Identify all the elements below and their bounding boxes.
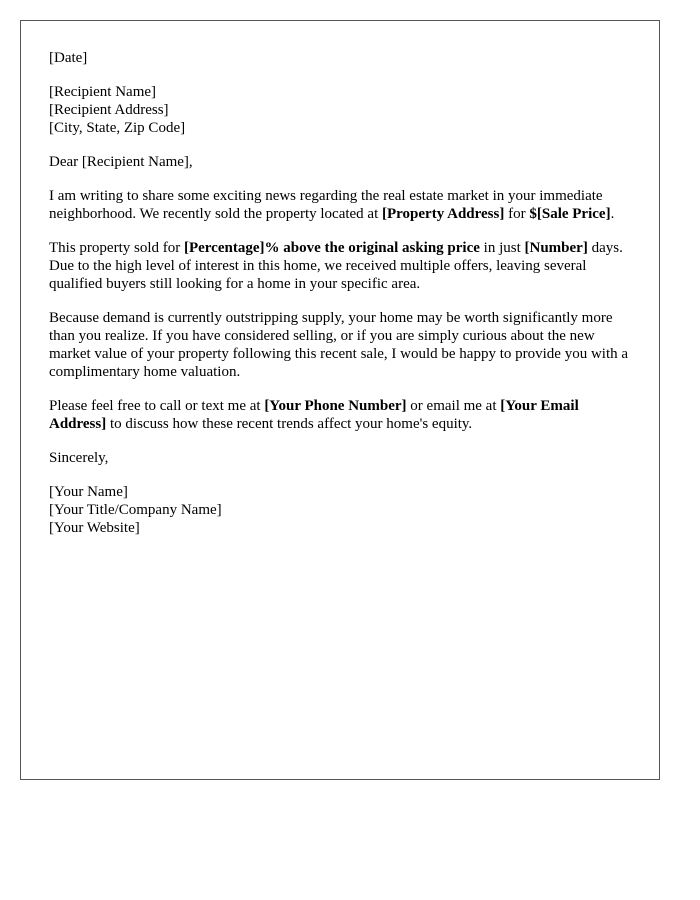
percentage-placeholder: [Percentage]% above the original asking price: [183, 240, 480, 256]
letter-page: [20, 20, 660, 780]
paragraph-1-text-1: I am writing to share some exciting news regarding the real estate market in your immediate neighborhood. We recently sold the property located at: [49, 188, 603, 222]
signature-block: [49, 483, 633, 537]
signature-name: [Your Name]: [49, 484, 128, 500]
paragraph-2-text-2: in just: [479, 240, 525, 256]
paragraph-1-text-3: .: [610, 206, 615, 222]
salutation: Dear [Recipient Name],: [49, 154, 193, 170]
phone-placeholder: [Your Phone Number]: [264, 398, 407, 414]
paragraph-3: Because demand is currently outstripping supply, your home may be worth significantly more than you realize. If you have considered selling, or if you are simply curious about the new market value of your property following this recent sale, I would be happy to provide you with a complimentary home valuation.: [49, 310, 629, 380]
recipient-address: [Recipient Address]: [49, 102, 169, 118]
paragraph-4-text-3: to discuss how these recent trends affect your home's equity.: [106, 416, 473, 432]
number-placeholder: [Number]: [524, 240, 588, 256]
paragraph-2-text-1: This property sold for: [49, 240, 184, 256]
property-address-placeholder: [Property Address]: [382, 206, 505, 222]
paragraph-4: [49, 397, 633, 433]
date: [Date]: [49, 50, 88, 66]
paragraph-4-text-1: Please feel free to call or text me at: [49, 398, 265, 414]
closing: Sincerely,: [49, 450, 109, 466]
sale-price-placeholder: $[Sale Price]: [529, 206, 611, 222]
recipient-block: [49, 83, 633, 137]
recipient-name: [Recipient Name]: [49, 84, 157, 100]
email-placeholder: [Your Email Address]: [49, 398, 579, 432]
letter-content: [49, 49, 633, 553]
paragraph-1-text-2: for: [504, 206, 530, 222]
recipient-city-state-zip: [City, State, Zip Code]: [49, 120, 186, 136]
paragraph-2-text-3: days. Due to the high level of interest in this home, we received multiple offers, leaving several qualified buyers still looking for a home in your specific area.: [49, 240, 623, 292]
paragraph-4-text-2: or email me at: [406, 398, 501, 414]
signature-title-company: [Your Title/Company Name]: [49, 502, 222, 518]
paragraph-1: [49, 187, 633, 223]
signature-website: [Your Website]: [49, 520, 140, 536]
paragraph-2: [49, 239, 633, 293]
